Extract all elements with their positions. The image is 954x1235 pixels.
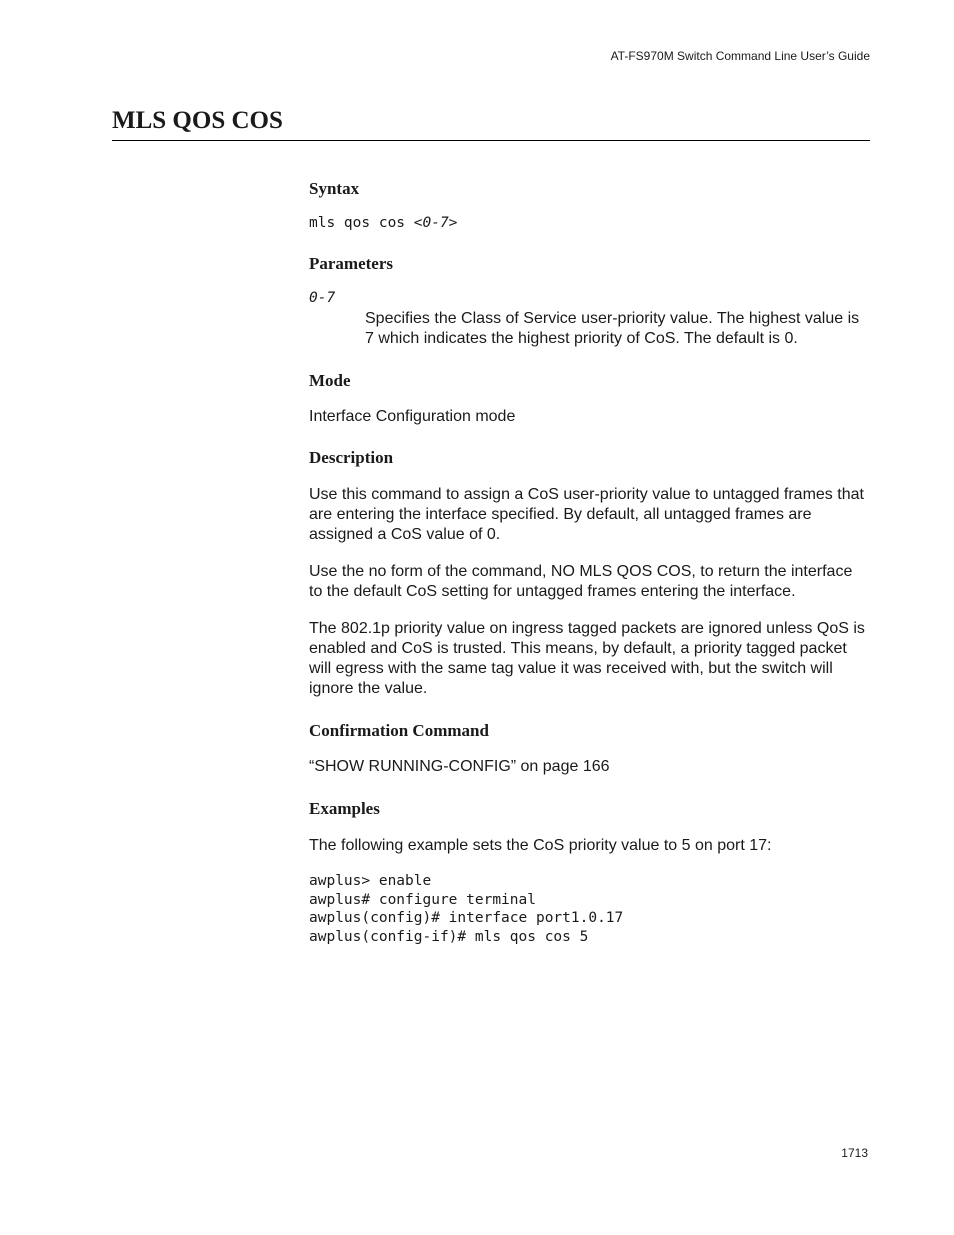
syntax-heading: Syntax xyxy=(309,179,360,198)
code-line: awplus> enable xyxy=(309,873,432,889)
code-block xyxy=(309,872,870,946)
description-heading: Description xyxy=(309,448,394,467)
parameter-name: 0-7 xyxy=(309,289,336,306)
description-paragraph-1: Use this command to assign a CoS user-priority value to untagged frames that are entering the interface specified. By default, all untagged frames are assigned a CoS value of 0. xyxy=(309,486,864,543)
main-content xyxy=(309,178,870,946)
examples-intro: The following example sets the CoS priority value to 5 on port 17: xyxy=(309,837,772,854)
description-paragraph-3: The 802.1p priority value on ingress tagged packets are ignored unless QoS is enabled and CoS is trusted. This means, by default, a priority tagged packet will egress with the same tag value it was received with, but the switch will ignore the value. xyxy=(309,620,865,697)
parameters-heading: Parameters xyxy=(309,253,394,273)
confirmation-link[interactable]: “SHOW RUNNING-CONFIG” on page 166 xyxy=(309,758,610,775)
confirmation-heading: Confirmation Command xyxy=(309,721,489,740)
syntax-line xyxy=(309,214,870,233)
syntax-argument: <0-7> xyxy=(413,215,458,231)
mode-heading: Mode xyxy=(309,371,351,390)
syntax-command: mls qos cos xyxy=(309,215,406,231)
running-header: AT-FS970M Switch Command Line User’s Guide xyxy=(610,49,870,63)
parameter-description: Specifies the Class of Service user-priority value. The highest value is 7 which indicates the highest priority of CoS. The default is 0. xyxy=(365,310,860,347)
code-line: awplus# configure terminal xyxy=(309,891,536,908)
examples-heading: Examples xyxy=(309,799,380,818)
code-line: awplus(config)# interface port1.0.17 xyxy=(309,910,624,926)
mode-text: Interface Configuration mode xyxy=(309,408,516,425)
page-title: MLS QOS COS xyxy=(112,107,283,134)
title-rule xyxy=(112,140,870,141)
page-number: 1713 xyxy=(841,1146,868,1160)
description-paragraph-2: Use the no form of the command, NO MLS QOS COS, to return the interface to the default CoS setting for untagged frames entering the interface. xyxy=(309,563,853,600)
code-line: awplus(config-if)# mls qos cos 5 xyxy=(309,928,589,945)
